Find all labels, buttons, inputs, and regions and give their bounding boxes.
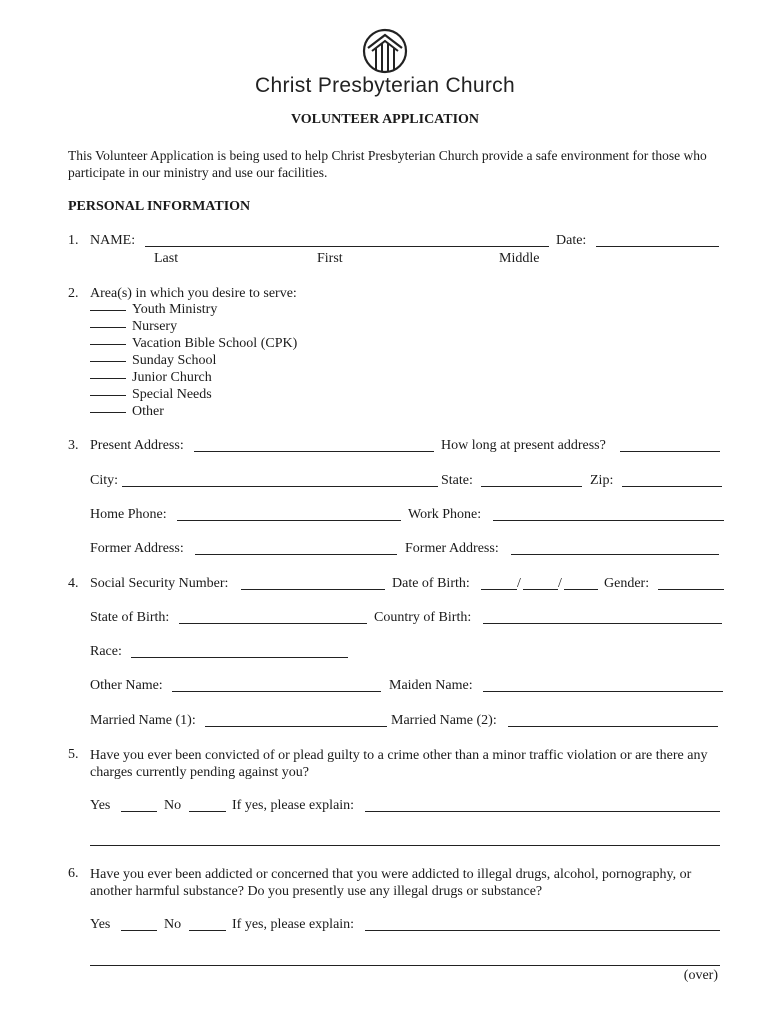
other-name-label: Other Name: [90, 678, 163, 693]
dob-year-field[interactable] [564, 589, 598, 590]
date-label: Date: [556, 233, 587, 248]
ssn-label: Social Security Number: [90, 576, 229, 591]
married-name-1-field[interactable] [205, 726, 387, 727]
home-phone-label: Home Phone: [90, 507, 167, 522]
q5-explain-field[interactable] [365, 811, 720, 812]
areas-label: Area(s) in which you desire to serve: [90, 286, 297, 301]
area-check-line[interactable] [90, 395, 126, 396]
form-title: VOLUNTEER APPLICATION [290, 112, 480, 127]
home-phone-field[interactable] [177, 520, 401, 521]
married-name-2-field[interactable] [508, 726, 718, 727]
state-of-birth-field[interactable] [179, 623, 367, 624]
q5-explain-label: If yes, please explain: [232, 798, 355, 813]
zip-label: Zip: [590, 473, 614, 488]
area-check-line[interactable] [90, 412, 126, 413]
intro-paragraph: This Volunteer Application is being used to help Christ Presbyterian Church provide a safe environment for those who participate in our ministry and use our facilities. [68, 148, 707, 180]
date-field[interactable] [596, 246, 719, 247]
city-field[interactable] [122, 486, 438, 487]
dob-month-field[interactable] [481, 589, 517, 590]
q5-no-field[interactable] [189, 811, 226, 812]
how-long-field[interactable] [620, 451, 720, 452]
area-item[interactable]: Other [90, 404, 164, 420]
maiden-name-label: Maiden Name: [389, 678, 473, 693]
q6-question: Have you ever been addicted or concerned that you were addicted to illegal drugs, alcohol, pornography, or another harmful substance? Do you presently use any illegal drugs or substance? [90, 867, 692, 899]
gender-label: Gender: [604, 576, 650, 591]
area-item[interactable]: Vacation Bible School (CPK) [90, 336, 297, 352]
area-check-line[interactable] [90, 344, 126, 345]
country-of-birth-label: Country of Birth: [374, 610, 472, 625]
former-address-label-2: Former Address: [405, 541, 499, 556]
dob-label: Date of Birth: [392, 576, 470, 591]
ssn-field[interactable] [241, 589, 385, 590]
present-address-field[interactable] [194, 451, 434, 452]
state-label: State: [441, 473, 473, 488]
area-check-line[interactable] [90, 310, 126, 311]
how-long-label: How long at present address? [441, 438, 606, 453]
other-name-field[interactable] [172, 691, 381, 692]
area-item[interactable]: Sunday School [90, 353, 216, 369]
present-address-label: Present Address: [90, 438, 184, 453]
area-check-line[interactable] [90, 378, 126, 379]
q6-yes-field[interactable] [121, 930, 157, 931]
q5-explain-line-2[interactable] [90, 845, 720, 846]
q6-explain-field[interactable] [365, 930, 720, 931]
name-field[interactable] [145, 246, 549, 247]
former-address-field-1[interactable] [195, 554, 397, 555]
dob-separator: / [558, 576, 562, 591]
married-name-1-label: Married Name (1): [90, 713, 196, 728]
area-item[interactable]: Nursery [90, 319, 177, 335]
over-note: (over) [683, 968, 718, 983]
area-item[interactable]: Youth Ministry [90, 302, 217, 318]
area-item[interactable]: Junior Church [90, 370, 212, 386]
name-sublabel-first: First [317, 251, 343, 266]
race-field[interactable] [131, 657, 348, 658]
q5-question: Have you ever been convicted of or plead guilty to a crime other than a minor traffic violation or are there any charges currently pending against you? [90, 748, 708, 780]
state-of-birth-label: State of Birth: [90, 610, 170, 625]
gender-field[interactable] [658, 589, 724, 590]
work-phone-label: Work Phone: [408, 507, 482, 522]
q6-number: 6. [68, 866, 79, 881]
church-logo [362, 28, 408, 74]
q6-no-label: No [164, 917, 182, 932]
q6-yes-label: Yes [90, 917, 111, 932]
area-item[interactable]: Special Needs [90, 387, 212, 403]
church-name: Christ Presbyterian Church [255, 74, 515, 97]
work-phone-field[interactable] [493, 520, 724, 521]
country-of-birth-field[interactable] [483, 623, 722, 624]
q5-number: 5. [68, 747, 79, 762]
city-label: City: [90, 473, 119, 488]
former-address-label-1: Former Address: [90, 541, 184, 556]
q2-number: 2. [68, 286, 79, 301]
q5-yes-label: Yes [90, 798, 111, 813]
q1-number: 1. [68, 233, 79, 248]
race-label: Race: [90, 644, 122, 659]
former-address-field-2[interactable] [511, 554, 719, 555]
q5-yes-field[interactable] [121, 811, 157, 812]
area-check-line[interactable] [90, 327, 126, 328]
q3-number: 3. [68, 438, 79, 453]
q6-no-field[interactable] [189, 930, 226, 931]
married-name-2-label: Married Name (2): [391, 713, 497, 728]
q4-number: 4. [68, 576, 79, 591]
q5-no-label: No [164, 798, 182, 813]
zip-field[interactable] [622, 486, 722, 487]
name-sublabel-middle: Middle [499, 251, 540, 266]
dob-separator: / [517, 576, 521, 591]
state-field[interactable] [481, 486, 582, 487]
name-sublabel-last: Last [154, 251, 179, 266]
q6-explain-line-2[interactable] [90, 965, 720, 966]
q6-explain-label: If yes, please explain: [232, 917, 355, 932]
section-heading: PERSONAL INFORMATION [68, 199, 251, 214]
dob-day-field[interactable] [523, 589, 558, 590]
name-label: NAME: [90, 233, 136, 248]
maiden-name-field[interactable] [483, 691, 723, 692]
area-check-line[interactable] [90, 361, 126, 362]
